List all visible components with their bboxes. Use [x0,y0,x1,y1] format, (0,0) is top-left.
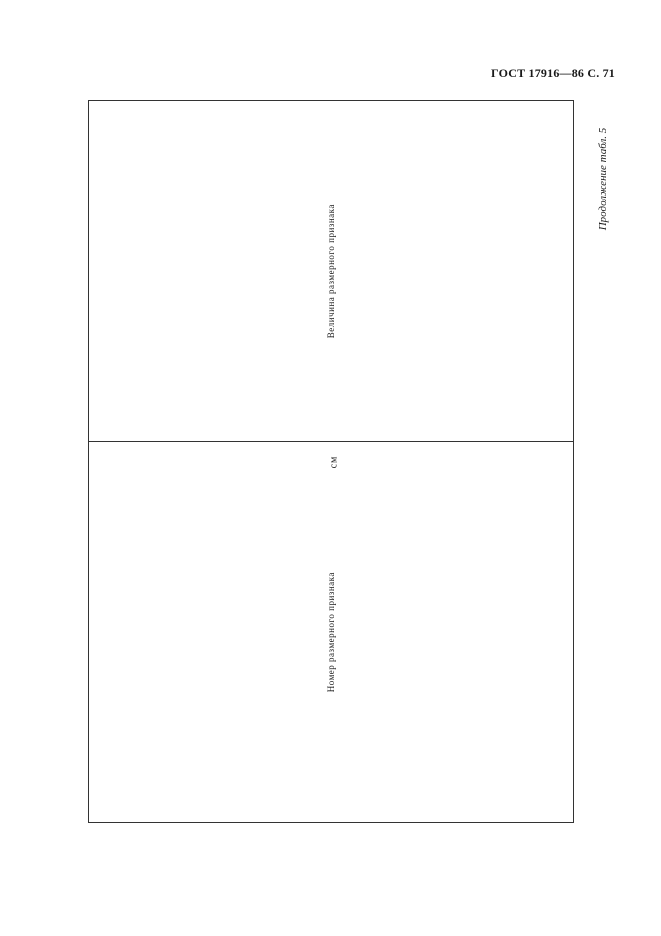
table-frame [88,100,574,823]
size-table [88,100,574,823]
size-table-body [89,101,574,823]
value-header-label: Величина размерного признака [89,101,574,442]
rotated-table-container [88,100,574,823]
row-header-label: Номер размерного признака [89,442,574,823]
continuation-text: Продолжение табл. 5 [597,127,609,231]
page-header: ГОСТ 17916—86 С. 71 [491,66,615,80]
continuation-label [588,104,618,254]
units-text: см [328,455,340,469]
